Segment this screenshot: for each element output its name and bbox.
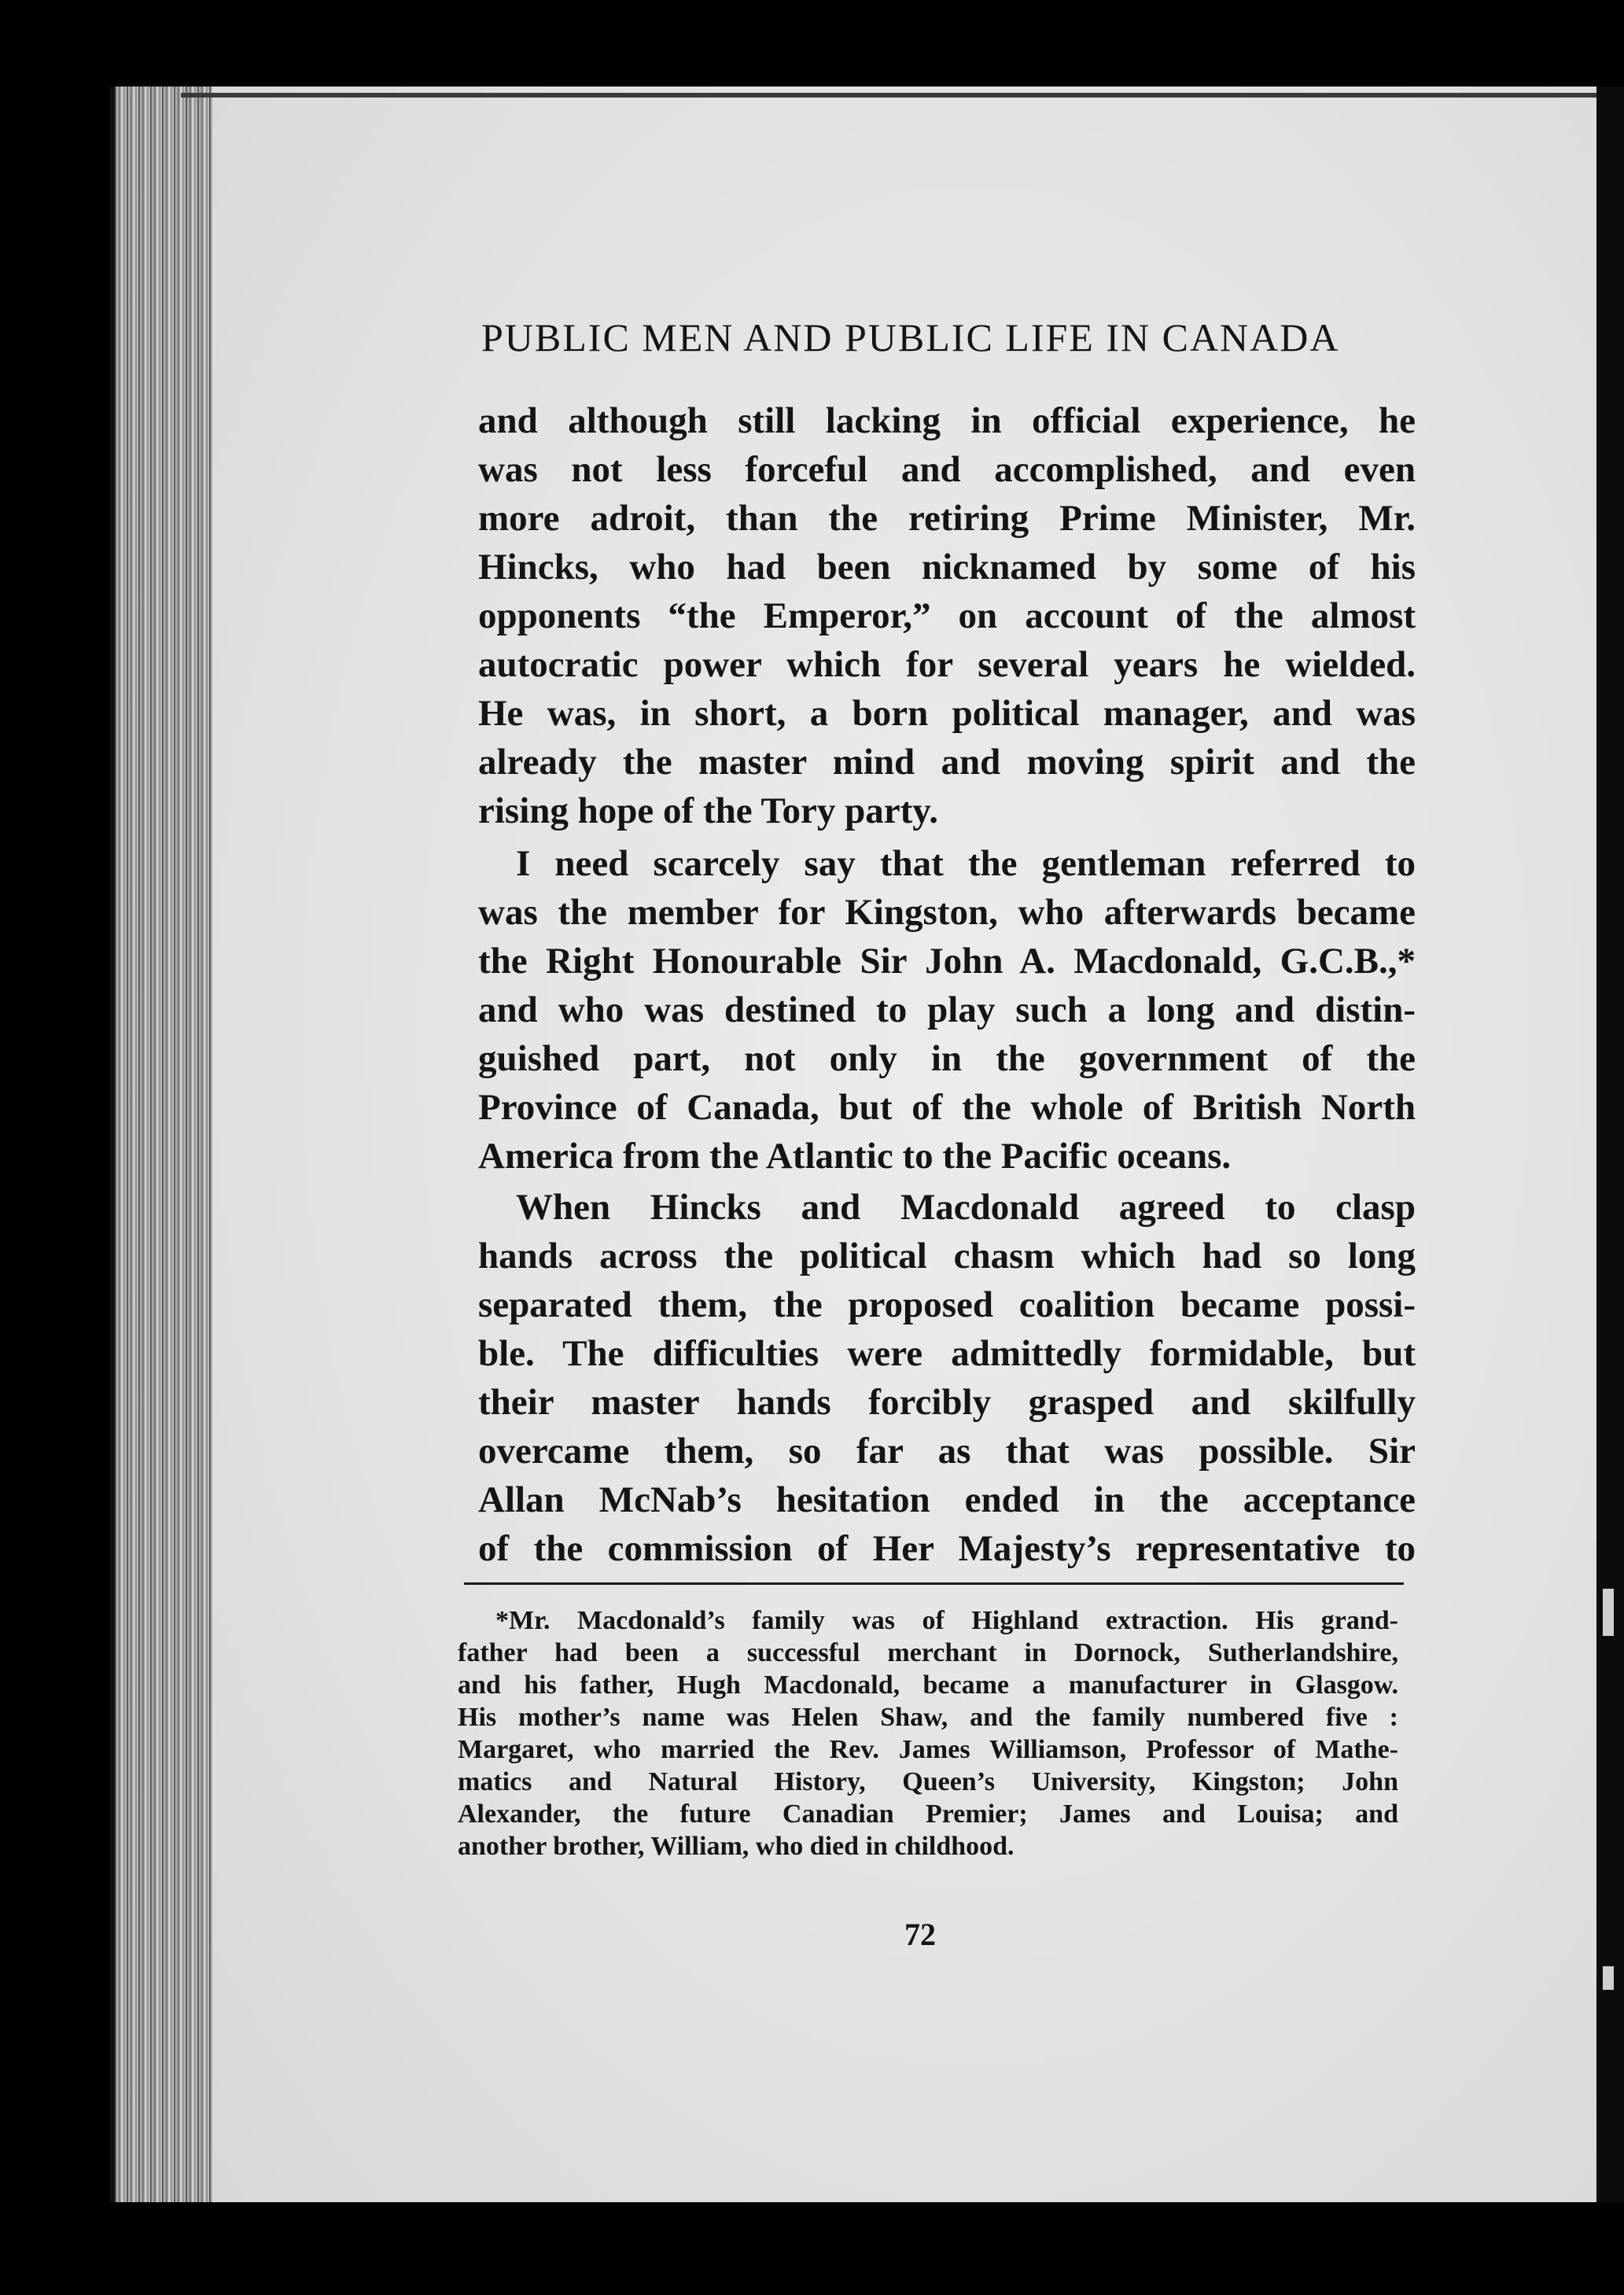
body-line: overcame them, so far as that was possible. Sir [478,1431,1416,1472]
body-line: When Hincks and Macdonald agreed to clasp [516,1187,1416,1228]
body-line: was not less forceful and accomplished, and even [478,449,1416,490]
body-line: the Right Honourable Sir John A. Macdonald, G.C.B.,* [478,941,1416,982]
page-number: 72 [904,1917,936,1952]
body-line: Hincks, who had been nicknamed by some of his [478,547,1416,588]
body-line: Allan McNab’s hesitation ended in the acceptance [478,1479,1416,1520]
scan-edge-mark [1603,1966,1614,1990]
body-line: opponents “the Emperor,” on account of the almost [478,595,1416,636]
body-line: already the master mind and moving spirit and the [478,742,1416,783]
body-line: of the commission of Her Majesty’s representative to [478,1528,1416,1569]
footnote-line: another brother, William, who died in childhood. [458,1832,1015,1861]
body-line: guished part, not only in the government of the [478,1038,1416,1079]
footnote-line: *Mr. Macdonald’s family was of Highland extraction. His grand- [495,1606,1398,1635]
body-line: I need scarcely say that the gentleman referred to [516,843,1416,884]
body-line: separated them, the proposed coalition became possi- [478,1284,1416,1325]
body-line: their master hands forcibly grasped and skilfully [478,1382,1416,1423]
footnote-line: Margaret, who married the Rev. James Williamson, Professor of Mathe- [458,1735,1398,1764]
running-head: PUBLIC MEN AND PUBLIC LIFE IN CANADA [481,315,1340,359]
body-line: hands across the political chasm which had so long [478,1236,1416,1276]
body-line: autocratic power which for several years he wielded. [478,644,1416,685]
body-line: He was, in short, a born political manager, and was [478,693,1416,734]
footnote-line: His mother’s name was Helen Shaw, and the family numbered five : [458,1703,1398,1732]
body-line: Province of Canada, but of the whole of British North [478,1087,1416,1128]
body-line: rising hope of the Tory party. [478,790,938,831]
book-page-edges [110,87,217,2202]
body-line: and who was destined to play such a long and distin- [478,989,1416,1030]
page-top-edge [181,93,1596,98]
scan-right-margin [1596,87,1624,2202]
footnote-rule [464,1582,1404,1585]
footnote-line: matics and Natural History, Queen’s University, Kingston; John [458,1767,1398,1796]
footnote-line: father had been a successful merchant in Dornock, Sutherlandshire, [458,1638,1398,1667]
body-line: America from the Atlantic to the Pacific oceans. [478,1136,1232,1177]
footnote-line: Alexander, the future Canadian Premier; James and Louisa; and [458,1800,1398,1829]
body-line: ble. The difficulties were admittedly formidable, but [478,1333,1416,1374]
footnote-line: and his father, Hugh Macdonald, became a manufacturer in Glasgow. [458,1671,1398,1700]
body-line: more adroit, than the retiring Prime Minister, Mr. [478,498,1416,539]
scan-edge-mark [1603,1589,1614,1636]
body-line: was the member for Kingston, who afterwards became [478,892,1416,933]
body-line: and although still lacking in official experience, he [478,400,1416,441]
